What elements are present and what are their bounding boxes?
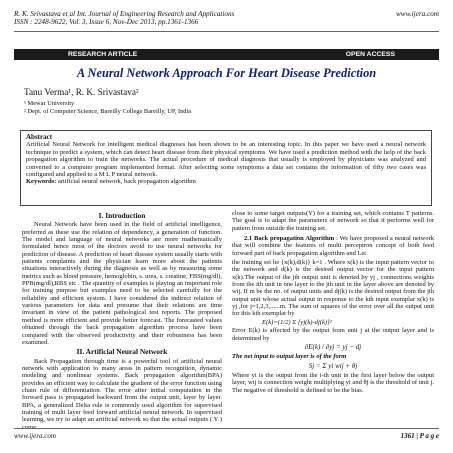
keywords-label: Keywords: [26,178,57,186]
ann-paragraph: Back Propagation through time is a powerful tool of artificial neural network with application to many areas in pattern recognition, dynamic modeling and nonlinear systems. Back propagation algorithm(BPA) provides an efficient way to calculate the gradient of the error function using chain rule of differentiation. The error after initial computation in the forward pass is propagated backward from the output unit, layer by layer. BPA, a generalized Delta rule is commonly used algorithm for supervised training of multi layer feed forward artificial neural network. In supervised learning, we try to adapt an artificial network so that the actual outputs ( Y ) come [22,357,222,431]
author-list: Tanu Verma¹, R. K. Srivastava² [24,87,139,97]
abstract-heading: Abstract [26,133,53,141]
page-number: 1361 | P a g e [400,432,439,440]
training-set-paragraph: close to some target outputs(Y) for a training set, which contains T patterns. The goal is to adapt the parameters of network so that it performs well for pattern from outside the training set. [232,210,434,232]
definitions-paragraph: Where yi is the output from the i-th unit in the first layer below the output layer, wij is connection weight multiplying yi and θj is the threshold of unit j. The negative of threshold is defined to be the bias. [232,371,434,394]
section-2-1-heading: 2.1 Back propagation Algorithm [244,235,335,243]
abstract-box [20,130,432,206]
article-type-banner [14,49,439,60]
introduction-paragraph: Neural Network have been used in the field of artificial intelligence, preferred as these use the relation of dependency, a generation of function. The model and language of neural networks are more mathematically formulated hence most of the doctors avoid to use neural networks for prediction of disease. A prediction of heart disease system usually starts with patients complaints and the physician learn more about the patients situations interactively during the diagnosis as well as by measuring some metrics such as blood pressure, hemoglobin, s. urea, s. creatine, FBS(mg/dl), PPB(mg/dl),RBS etc . The quantity of examples is playing an important role for training purpose but examples need to be selected carefully for the reliability and efficient system. I have considered the indirect relation of various parameters for data and presume that their relations are time invariant in view of the patient pathological test reports. The proposed method is more efficient and provide better forecast. The forecasted values obtained through the back propagation algorithm process have been compared with the observed productivity and their robustness has been examined. [22,221,222,346]
section-1-heading: I. Introduction [98,211,146,220]
section-2-heading: II. Artificial Neural Network [76,347,168,357]
paper-title: A Neural Network Approach For Heart Disease Prediction [76,66,377,80]
page-footer [14,432,439,440]
banner-open-access: OPEN ACCESS [345,51,395,58]
abstract-text: Artificial Neural Network for intelligent medical diagnoses has been shown to be an interesting topic. In this paper we have used a neural network technique to predict a system, which can detect heart disease from their physical symptoms. We have used a prediction method with the help of the back propagation algorithm to train the networks. The actual procedure of medical diagnosis that usually is employed by physicians was analyzed and converted to a computer program implemented format. After selecting some symptoms a data set contains the information of fifty two cases was configured and applied to a M L P neural network. [26,141,426,179]
running-header [14,10,439,27]
derivative-equation: ∂E(k) / ∂yj = yj − dj [304,342,362,351]
header-url[interactable]: www.ijera.com [396,10,439,18]
left-column [22,210,222,431]
error-equation: E(k)=(1/2) Σ [yj(k)-dj(k)]² [262,318,332,326]
training-definition-paragraph: the training set be {x(k),d(k)} k=1 . Where x(k) is the input pattern vector to the network and d(k) is the desired output vector for the input pattern x(k).The output of the jth output unit is denoted by yj , connections weights from the ith unit in one layer to the jth unit in the layer above are denoted by wij. If m be the no. of output units and dj(k) is the desired output from the jth output unit whose actual output in response to the kth input exemplar x(k) is yj ,for j=1,2,3,......m. The sum of squares of the error over all the output unit for this kth exemplar by [232,259,434,318]
keywords-line [26,178,426,185]
header-citation-line1: R. K. Srivastava et al Int. Journal of Engineering Research and Applications [14,10,235,18]
bpa-paragraph [232,235,434,257]
right-column [232,210,434,394]
affiliation-1: ¹ Mewar University [24,100,75,107]
header-rule [14,31,439,32]
affiliation-2: ² Dept. of Computer Science, Bareilly College Bareilly, UP, India [24,108,192,115]
keywords-text: artificial neural network, back propagation algorithm [56,178,196,186]
footer-rule [14,428,439,429]
error-effect-paragraph: Error E(k) is affected by the output from unit j at the output layer and is determined by [232,327,434,342]
net-input-heading: The net input to output layer is of the form [232,353,347,361]
footer-url[interactable]: www.ijera.com [14,432,56,440]
net-input-equation: Sj = Σ yi wij + θj [308,361,358,370]
banner-research-article: RESEARCH ARTICLE [68,51,138,58]
header-citation-line2: ISSN : 2248-9622, Vol. 3, Issue 6, Nov-Dec 2013, pp.1361-1366 [14,18,199,27]
bpa-intro-text: : We have proposed a neural network that will combine the features of multi perceptron concept of both feed forward part of back propagation algorithm and Let [232,235,434,257]
